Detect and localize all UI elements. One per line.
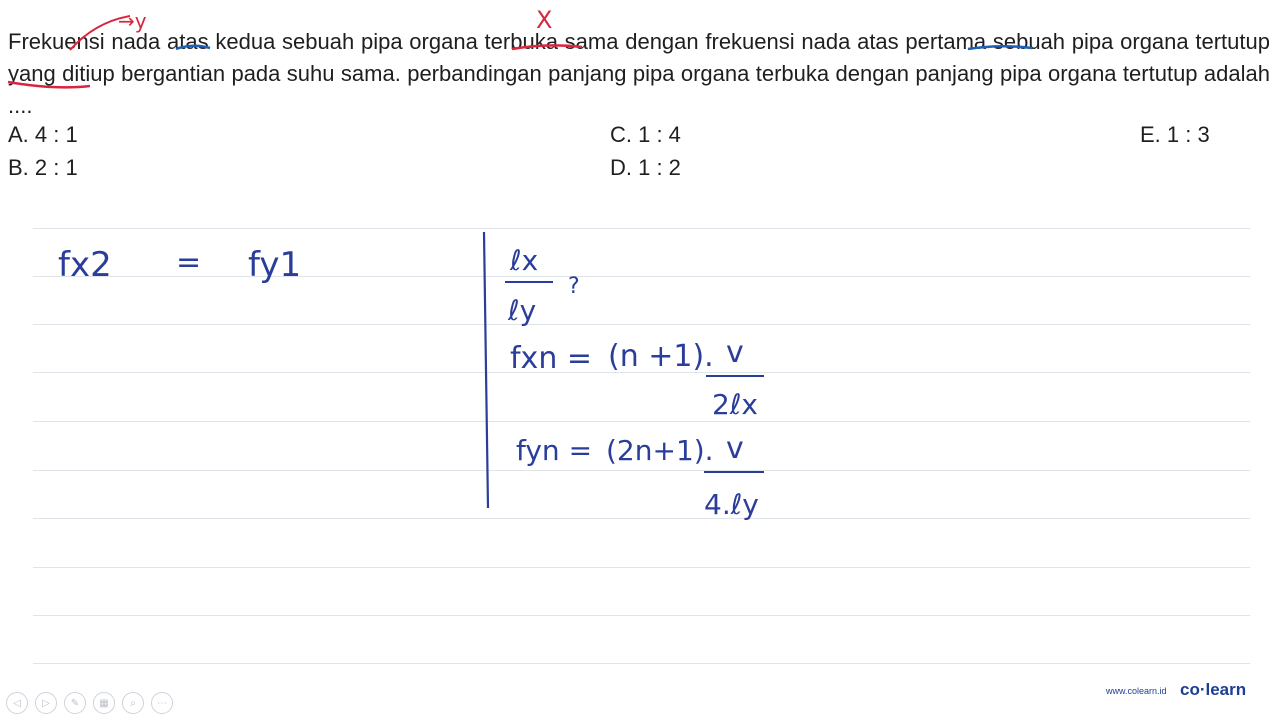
hw-fx2: fx2 xyxy=(58,245,112,285)
pen-icon[interactable]: ✎ xyxy=(64,692,86,714)
option-b[interactable]: B. 2 : 1 xyxy=(8,155,78,180)
hw-fxn-v: v xyxy=(726,335,744,370)
zoom-icon[interactable]: ⌕ xyxy=(122,692,144,714)
underline-terbuka xyxy=(512,45,582,49)
more-icon[interactable]: ⋯ xyxy=(151,692,173,714)
eraser-icon[interactable]: ▦ xyxy=(93,692,115,714)
underline-pertama xyxy=(968,46,1032,49)
next-icon[interactable]: ▷ xyxy=(35,692,57,714)
prev-icon[interactable]: ◁ xyxy=(6,692,28,714)
brand-url: www.colearn.id xyxy=(1106,686,1167,696)
brand-logo: co·learn xyxy=(1180,680,1247,699)
hw-question: ? xyxy=(568,274,580,299)
hw-equals: = xyxy=(176,245,202,280)
hw-lx: ℓx xyxy=(510,244,539,277)
hw-fxn-coef: (n +1). xyxy=(608,339,714,374)
option-e[interactable]: E. 1 : 3 xyxy=(1140,122,1210,147)
option-a[interactable]: A. 4 : 1 xyxy=(8,122,78,147)
player-toolbar xyxy=(6,692,173,714)
hw-fyn-den: 4.ℓy xyxy=(704,488,759,521)
hw-ly: ℓy xyxy=(508,294,537,327)
option-c[interactable]: C. 1 : 4 xyxy=(610,122,681,147)
divider-line xyxy=(484,232,488,508)
option-d[interactable]: D. 1 : 2 xyxy=(610,155,681,180)
hw-fyn-coef: (2n+1). xyxy=(606,434,714,467)
label-x: X xyxy=(536,6,553,34)
hw-fyn-v: v xyxy=(726,431,744,466)
hw-fxn-den: 2ℓx xyxy=(712,388,758,421)
hw-fy1: fy1 xyxy=(248,245,302,285)
label-y: →y xyxy=(118,9,147,33)
hw-fxn-lhs: fxn = xyxy=(510,341,593,376)
underline-atas xyxy=(176,46,210,49)
underline-tertutup xyxy=(8,82,90,87)
question-text: Frekuensi nada atas kedua sebuah pipa organa terbuka sama dengan frekuensi nada atas pertama sebuah pipa organa tertutup yang ditiup bergantian pada suhu sama. perbandingan panjang pipa organa terbuka dengan panjang pipa organa tertutup adalah .... xyxy=(8,29,1270,118)
hw-fyn-lhs: fyn = xyxy=(516,434,593,467)
